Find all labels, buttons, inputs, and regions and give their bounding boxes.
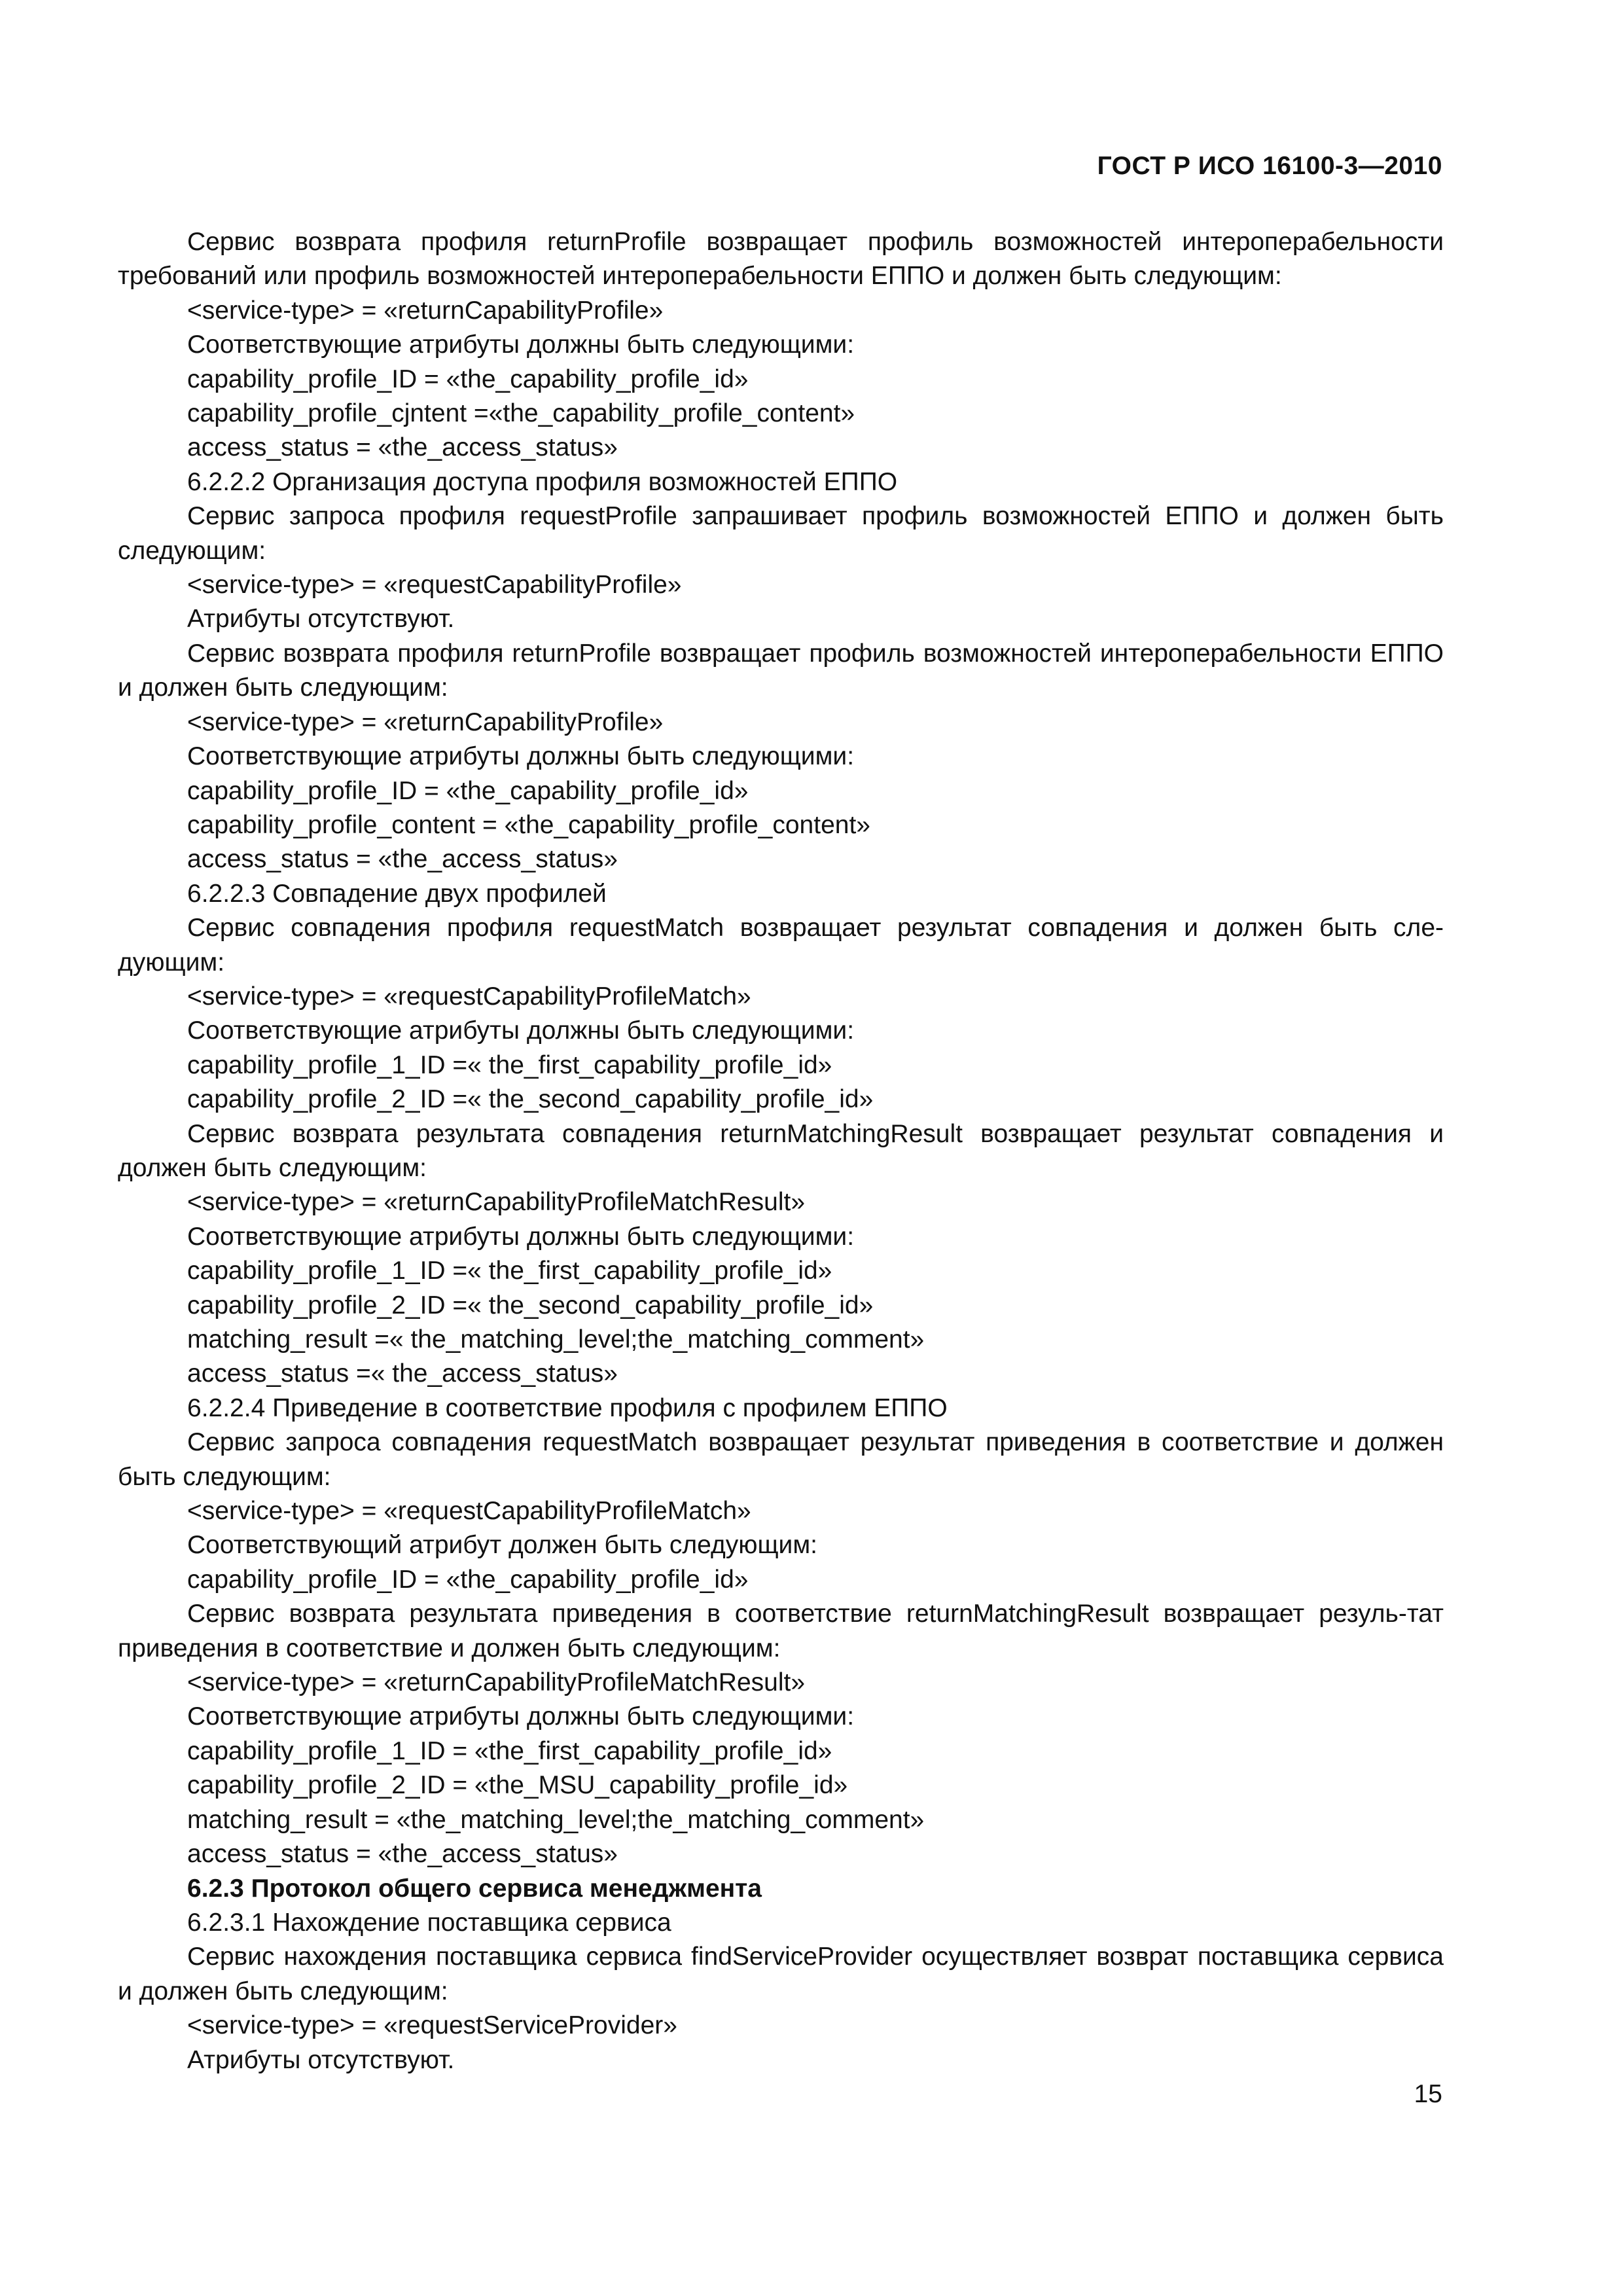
text-line: matching_result = «the_matching_level;the_matching_comment» [187, 1805, 925, 1834]
paragraph: Сервис возврата результата совпадения returnMatchingResult возвращает результат совпадения и должен быть следующим: [118, 1119, 1444, 1182]
page-header-standard-id: ГОСТ Р ИСО 16100-3—2010 [1097, 152, 1442, 180]
text-line: access_status = «the_access_status» [187, 845, 618, 874]
text-line: Соответствующий атрибут должен быть следующим: [187, 1531, 817, 1560]
page-number: 15 [1414, 2080, 1442, 2108]
paragraph: Сервис возврата профиля returnProfile возвращает профиль возможностей интероперабельности ЕППО и должен быть следующим: [118, 639, 1444, 702]
text-line: access_status = «the_access_status» [187, 433, 618, 462]
text-line: capability_profile_1_ID =« the_first_capability_profile_id» [187, 1050, 832, 1079]
section-heading: 6.2.3 Протокол общего сервиса менеджмента [187, 1874, 762, 1903]
text-line: capability_profile_1_ID = «the_first_capability_profile_id» [187, 1736, 832, 1765]
text-line: capability_profile_cjntent =«the_capability_profile_content» [187, 399, 855, 428]
text-line: Соответствующие атрибуты должны быть следующими: [187, 742, 855, 771]
text-line: <service-type> = «returnCapabilityProfile» [187, 708, 664, 736]
text-line: 6.2.2.4 Приведение в соответствие профиля с профилем ЕППО [187, 1393, 948, 1422]
text-line: capability_profile_ID = «the_capability_profile_id» [187, 776, 749, 805]
text-line: <service-type> = «requestServiceProvider» [187, 2011, 677, 2040]
text-line: matching_result =« the_matching_level;the_matching_comment» [187, 1325, 925, 1354]
document-body [118, 225, 1444, 2077]
paragraph: Сервис совпадения профиля requestMatch возвращает результат совпадения и должен быть сле-дующим: [118, 914, 1444, 977]
text-line: Соответствующие атрибуты должны быть следующими: [187, 1702, 855, 1731]
text-line: 6.2.2.3 Совпадение двух профилей [187, 879, 607, 908]
paragraph: Сервис возврата профиля returnProfile возвращает профиль возможностей интероперабельности требований или профиль возможностей интероперабельности ЕППО и должен быть следующим: [118, 228, 1444, 291]
paragraph: Сервис запроса профиля requestProfile запрашивает профиль возможностей ЕППО и должен быть следующим: [118, 502, 1444, 565]
text-line: 6.2.3.1 Нахождение поставщика сервиса [187, 1908, 671, 1937]
text-line: capability_profile_2_ID =« the_second_capability_profile_id» [187, 1085, 874, 1114]
paragraph: Сервис возврата результата приведения в соответствие returnMatchingResult возвращает резуль-тат приведения в соответствие и должен быть следующим: [118, 1600, 1444, 1662]
text-line: <service-type> = «returnCapabilityProfileMatchResult» [187, 1188, 806, 1217]
text-line: capability_profile_2_ID =« the_second_capability_profile_id» [187, 1291, 874, 1319]
paragraph: Сервис нахождения поставщика сервиса findServiceProvider осуществляет возврат поставщика сервиса и должен быть следующим: [118, 1943, 1444, 2005]
text-line: Соответствующие атрибуты должны быть следующими: [187, 1016, 855, 1045]
text-line: <service-type> = «requestCapabilityProfile» [187, 571, 682, 600]
text-line: <service-type> = «requestCapabilityProfileMatch» [187, 982, 751, 1011]
text-line: Соответствующие атрибуты должны быть следующими: [187, 1222, 855, 1251]
text-line: capability_profile_content = «the_capability_profile_content» [187, 810, 870, 839]
paragraph: Сервис запроса совпадения requestMatch возвращает результат приведения в соответствие и должен быть следующим: [118, 1428, 1444, 1491]
text-line: access_status = «the_access_status» [187, 1840, 618, 1869]
text-line: capability_profile_1_ID =« the_first_capability_profile_id» [187, 1257, 832, 1285]
text-line: Соответствующие атрибуты должны быть следующими: [187, 331, 855, 359]
text-line: access_status =« the_access_status» [187, 1359, 618, 1388]
text-line: 6.2.2.2 Организация доступа профиля возможностей ЕППО [187, 467, 898, 496]
text-line: <service-type> = «requestCapabilityProfileMatch» [187, 1497, 751, 1526]
text-line: Атрибуты отсутствуют. [187, 605, 455, 634]
text-line: Атрибуты отсутствуют. [187, 2045, 455, 2074]
text-line: <service-type> = «returnCapabilityProfileMatchResult» [187, 1668, 806, 1697]
text-line: capability_profile_2_ID = «the_MSU_capability_profile_id» [187, 1771, 848, 1800]
text-line: <service-type> = «returnCapabilityProfile» [187, 296, 664, 325]
text-line: capability_profile_ID = «the_capability_profile_id» [187, 365, 749, 393]
text-line: capability_profile_ID = «the_capability_profile_id» [187, 1565, 749, 1594]
